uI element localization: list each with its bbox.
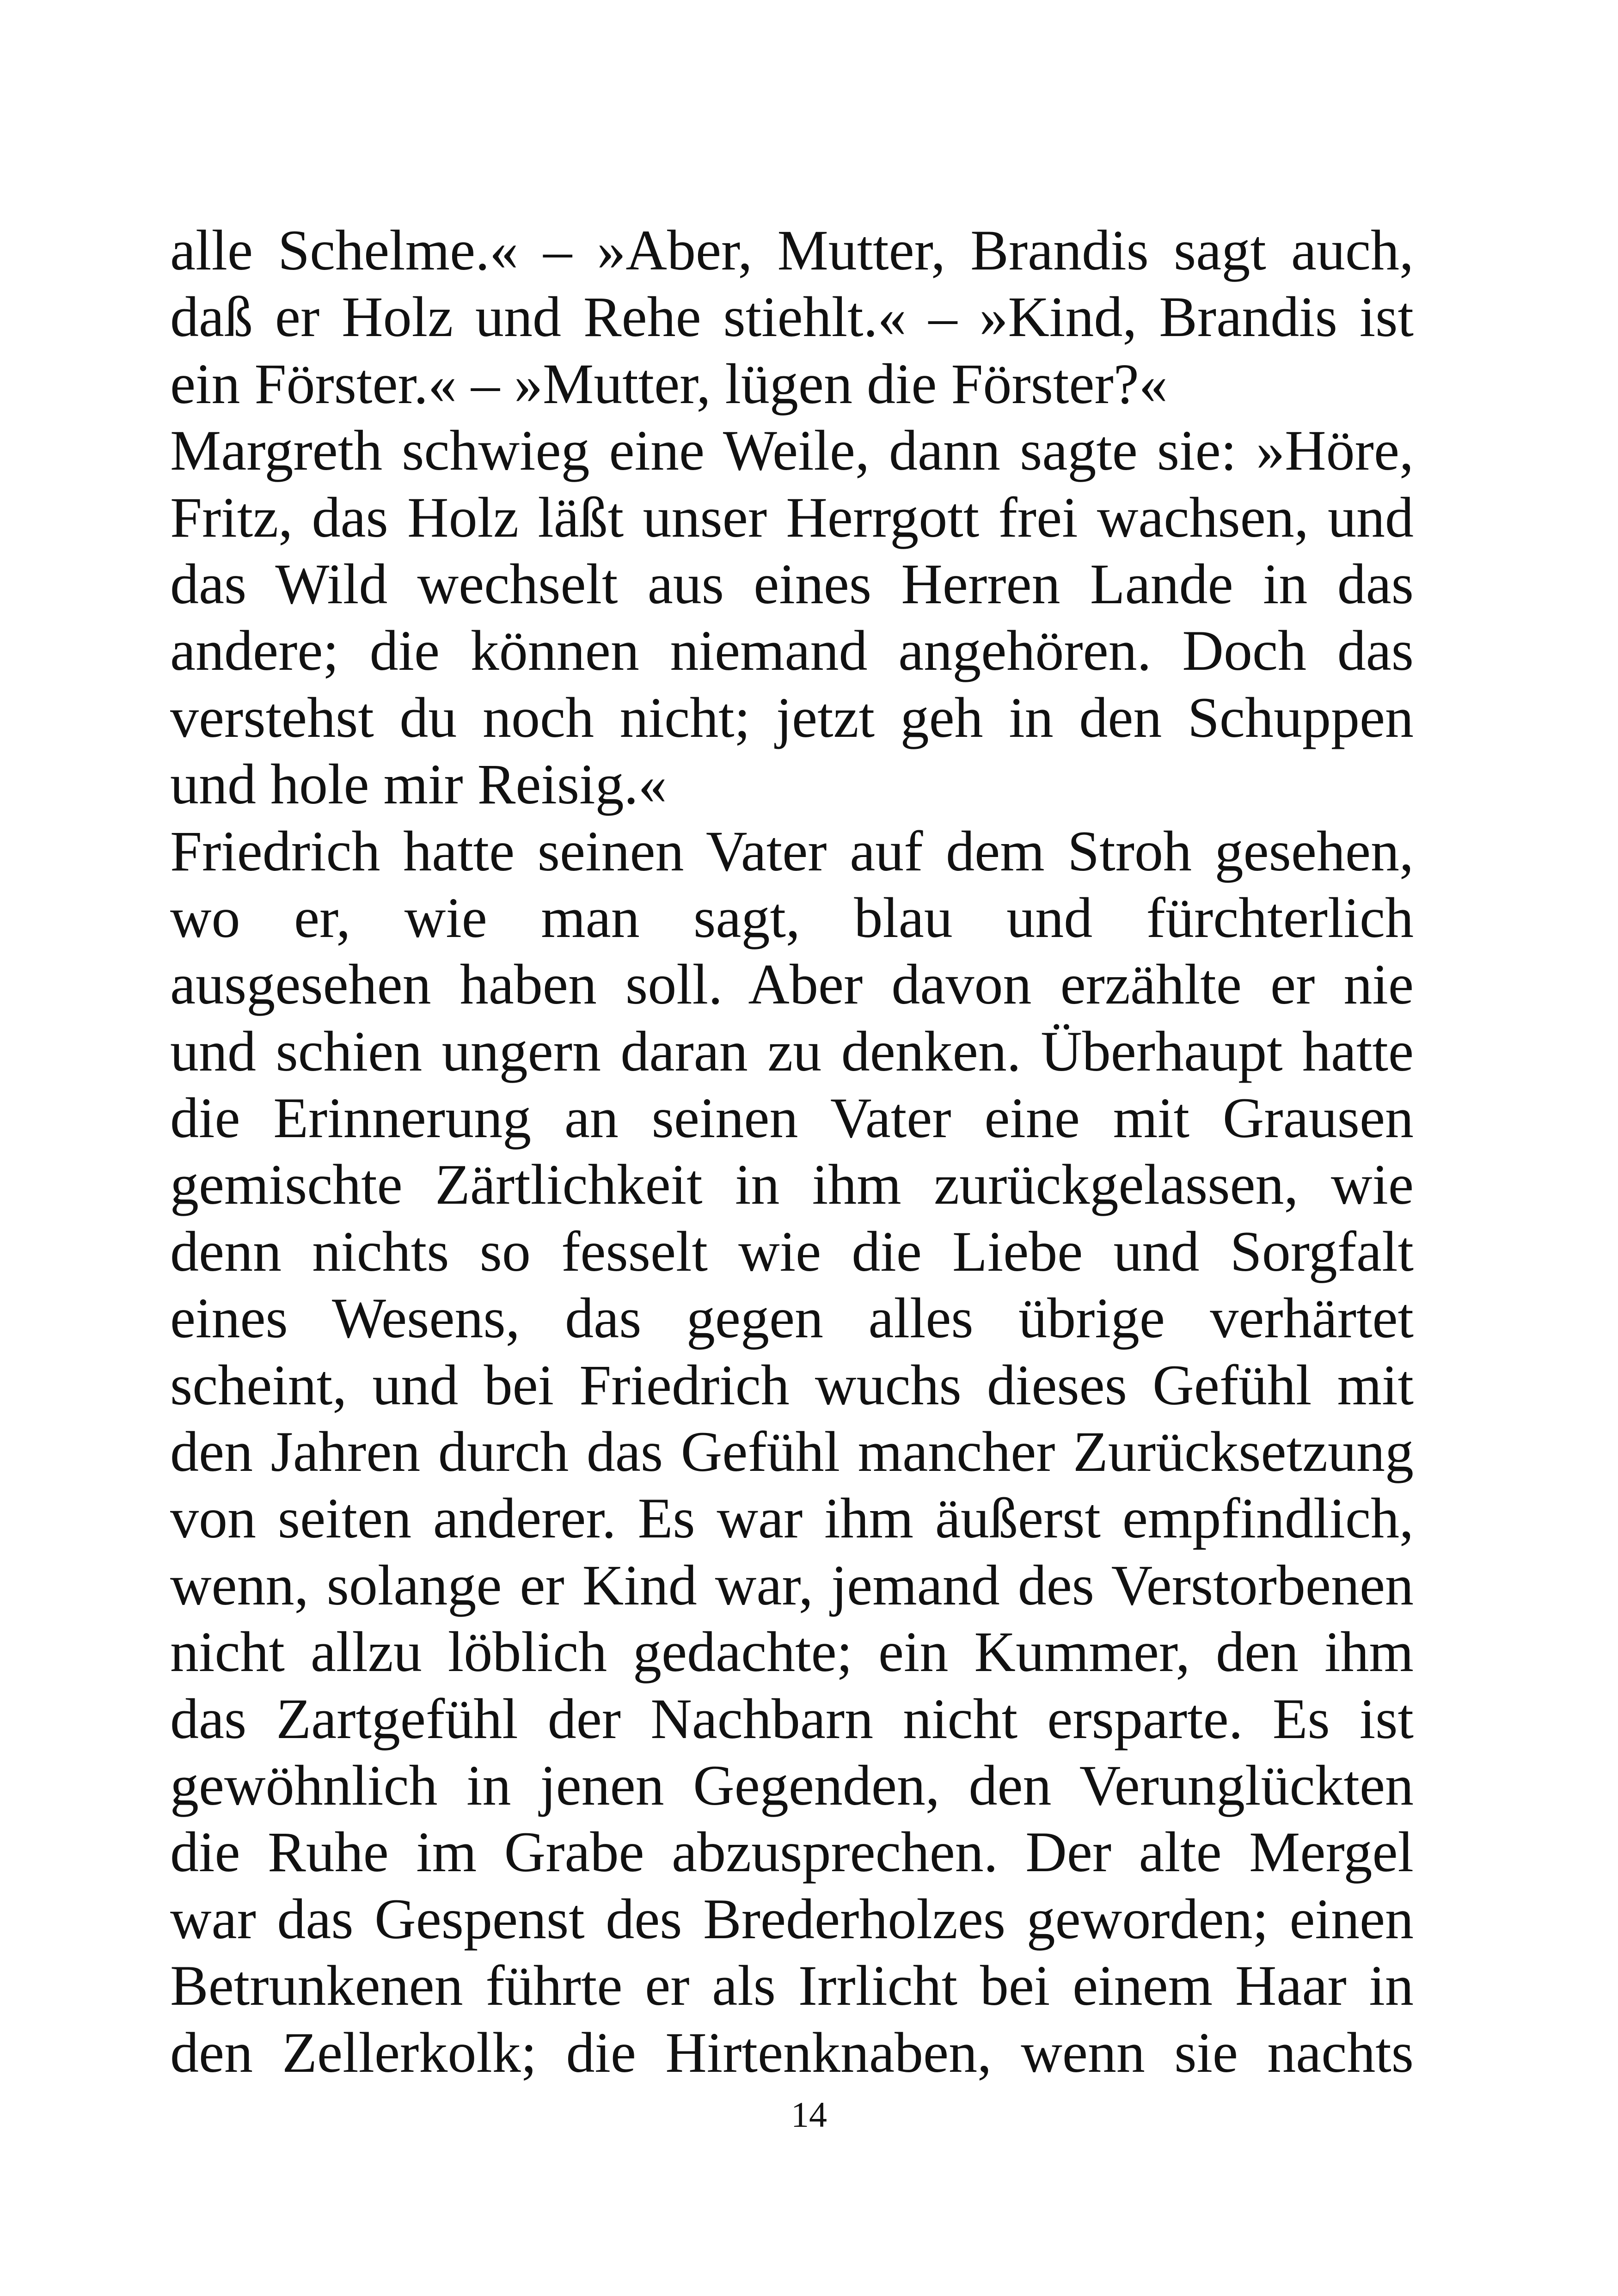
- text-line: ein Förster.« – »Mutter, lügen die Förster?«: [170, 352, 1168, 416]
- text-line: ausgesehen haben soll. Aber davon erzählte er nie: [170, 953, 1414, 1016]
- text-line: denn nichts so fesselt wie die Liebe und Sorgfalt: [170, 1219, 1414, 1283]
- text-line: den Jahren durch das Gefühl mancher Zurücksetzung: [170, 1420, 1414, 1484]
- text-line: wenn, solange er Kind war, jemand des Verstorbenen: [170, 1553, 1414, 1617]
- page-number: 14: [791, 2094, 827, 2135]
- text-line: die Ruhe im Grabe abzusprechen. Der alte Mergel: [170, 1820, 1414, 1884]
- text-line: daß er Holz und Rehe stiehlt.« – »Kind, Brandis ist: [170, 285, 1414, 349]
- text-line: gemischte Zärtlichkeit in ihm zurückgelassen, wie: [170, 1153, 1414, 1217]
- text-line: alle Schelme.« – »Aber, Mutter, Brandis sagt auch,: [170, 219, 1414, 282]
- text-line: scheint, und bei Friedrich wuchs dieses Gefühl mit: [170, 1353, 1414, 1417]
- text-line: Margreth schwieg eine Weile, dann sagte sie: »Höre,: [170, 419, 1414, 483]
- text-line: nicht allzu löblich gedachte; ein Kummer, den ihm: [170, 1620, 1414, 1684]
- text-line: eines Wesens, das gegen alles übrige verhärtet: [170, 1286, 1414, 1350]
- text-line: die Erinnerung an seinen Vater eine mit Grausen: [170, 1086, 1414, 1150]
- text-line: Fritz, das Holz läßt unser Herrgott frei wachsen, und: [170, 485, 1414, 549]
- text-line: wo er, wie man sagt, blau und fürchterlich: [170, 886, 1414, 949]
- text-line: Friedrich hatte seinen Vater auf dem Stroh gesehen,: [170, 819, 1414, 883]
- text-line: von seiten anderer. Es war ihm äußerst empfindlich,: [170, 1487, 1414, 1550]
- text-line: verstehst du noch nicht; jetzt geh in den Schuppen: [170, 686, 1414, 749]
- text-line: das Wild wechselt aus eines Herren Lande in das: [170, 552, 1414, 616]
- text-line: Betrunkenen führte er als Irrlicht bei einem Haar in: [170, 1954, 1414, 2018]
- text-line: und hole mir Reisig.«: [170, 753, 667, 816]
- body-text: [170, 217, 1414, 2086]
- text-line: andere; die können niemand angehören. Doch das: [170, 619, 1414, 683]
- text-line: das Zartgefühl der Nachbarn nicht ersparte. Es ist: [170, 1687, 1414, 1751]
- text-line: den Zellerkolk; die Hirtenknaben, wenn sie nachts: [170, 2020, 1414, 2084]
- text-line: gewöhnlich in jenen Gegenden, den Verunglückten: [170, 1753, 1414, 1817]
- text-line: war das Gespenst des Brederholzes geworden; einen: [170, 1887, 1414, 1951]
- text-line: und schien ungern daran zu denken. Überhaupt hatte: [170, 1019, 1414, 1083]
